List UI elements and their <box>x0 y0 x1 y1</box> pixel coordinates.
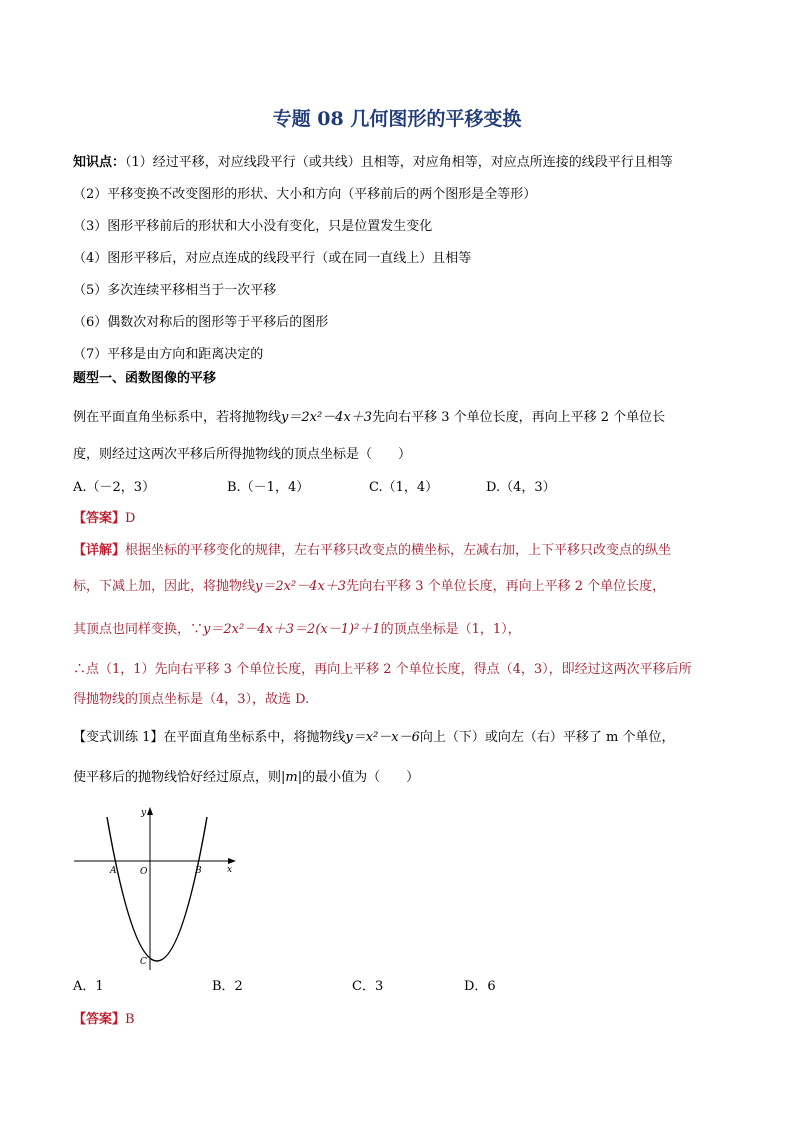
variant-answer-tag: 【答案】 <box>73 1012 126 1027</box>
detail-line-5: 得抛物线的顶点坐标是（4，3），故选 D. <box>73 692 310 707</box>
parabola-curve <box>107 817 207 961</box>
knowledge-item-5: （5）多次连续平移相当于一次平移 <box>73 283 277 298</box>
option-b: B.（－1，4） <box>227 480 310 495</box>
detail-text-3a: 其顶点也同样变换，∵ <box>73 622 204 637</box>
detail-line-3 <box>73 621 521 639</box>
example-line-2: 度，则经过这两次平移后所得抛物线的顶点坐标是（ ） <box>73 447 412 462</box>
knowledge-item-7: （7）平移是由方向和距离决定的 <box>73 347 264 362</box>
knowledge-line-1 <box>73 154 673 172</box>
section-heading: 题型一、函数图像的平移 <box>73 371 217 386</box>
variant-abs-m: |m| <box>281 770 303 785</box>
parabola-graph <box>70 805 240 975</box>
option-c: C.（1，4） <box>369 480 439 495</box>
knowledge-item-1: （1）经过平移，对应线段平行（或共线）且相等，对应角相等，对应点所连接的线段平行且相等 <box>125 155 673 170</box>
example-equation: y＝2x²－4x＋3 <box>281 410 373 425</box>
point-c-label: C <box>140 957 147 967</box>
detail-line-1 <box>73 542 671 560</box>
option-a: A.（－2，3） <box>73 480 156 495</box>
variant-option-a: A．1 <box>73 979 104 994</box>
example-text-cont: 先向右平移 3 个单位长度，再向上平移 2 个单位长 <box>372 410 666 425</box>
variant-line-2 <box>73 769 419 787</box>
detail-tag: 【详解】 <box>73 543 126 558</box>
knowledge-item-4: （4）图形平移后，对应点连成的线段平行（或在同一直线上）且相等 <box>73 251 472 266</box>
knowledge-item-3: （3）图形平移前后的形状和大小没有变化，只是位置发生变化 <box>73 219 433 234</box>
page-title: 专题 08 几何图形的平移变换 <box>272 108 522 130</box>
point-b-label: B <box>195 866 202 876</box>
knowledge-item-2: （2）平移变换不改变图形的形状、大小和方向（平移前后的两个图形是全等形） <box>73 187 537 202</box>
detail-text-1: 根据坐标的平移变化的规律，左右平移只改变点的横坐标，左减右加，上下平移只改变点的纵坐 <box>125 543 672 558</box>
y-axis-label: y <box>141 808 147 818</box>
point-a-label: A <box>110 866 117 876</box>
variant-option-d: D．6 <box>464 979 496 994</box>
origin-label: O <box>140 867 148 877</box>
answer-value: D <box>125 511 136 526</box>
variant-option-b: B．2 <box>212 979 243 994</box>
example-text: 例在平面直角坐标系中，若将抛物线 <box>73 410 282 425</box>
variant-text-1b: 向上（下）或向左（右）平移了 m 个单位， <box>419 730 675 745</box>
example-line-1 <box>73 409 665 427</box>
variant-equation: y＝x²－x－6 <box>345 730 420 745</box>
answer-tag: 【答案】 <box>73 511 126 526</box>
detail-line-2 <box>73 578 665 596</box>
detail-text-2b: 先向右平移 3 个单位长度，再向上平移 2 个单位长度， <box>346 579 666 594</box>
variant-line-1 <box>73 729 675 747</box>
detail-text-3b: 的顶点坐标是（1，1）， <box>380 622 521 637</box>
variant-text-2a: 使平移后的抛物线恰好经过原点，则 <box>73 770 282 785</box>
detail-line-4: ∴点（1，1）先向右平移 3 个单位长度，再向上平移 2 个单位长度，得点（4，3），即经过这两次平移后所 <box>73 662 692 677</box>
option-d: D.（4，3） <box>486 480 556 495</box>
variant-answer-value: B <box>125 1012 135 1027</box>
variant-answer-line <box>73 1011 135 1029</box>
variant-option-c: C．3 <box>352 979 384 994</box>
detail-equation: y＝2x²－4x＋3 <box>255 579 347 594</box>
variant-tag: 【变式训练 1】 <box>73 730 164 745</box>
detail-text-2a: 标，下减上加，因此，将抛物线 <box>73 579 256 594</box>
variant-text-1a: 在平面直角坐标系中，将抛物线 <box>163 730 346 745</box>
answer-line <box>73 510 135 528</box>
y-axis-arrow <box>147 807 153 815</box>
variant-text-2b: 的最小值为（ ） <box>302 770 420 785</box>
x-axis-arrow <box>228 858 236 864</box>
detail-equation-2: y＝2x²－4x＋3＝2(x－1)²＋1 <box>203 622 381 637</box>
knowledge-item-6: （6）偶数次对称后的图形等于平移后的图形 <box>73 315 329 330</box>
x-axis-label: x <box>227 865 233 875</box>
knowledge-label: 知识点： <box>73 155 126 170</box>
